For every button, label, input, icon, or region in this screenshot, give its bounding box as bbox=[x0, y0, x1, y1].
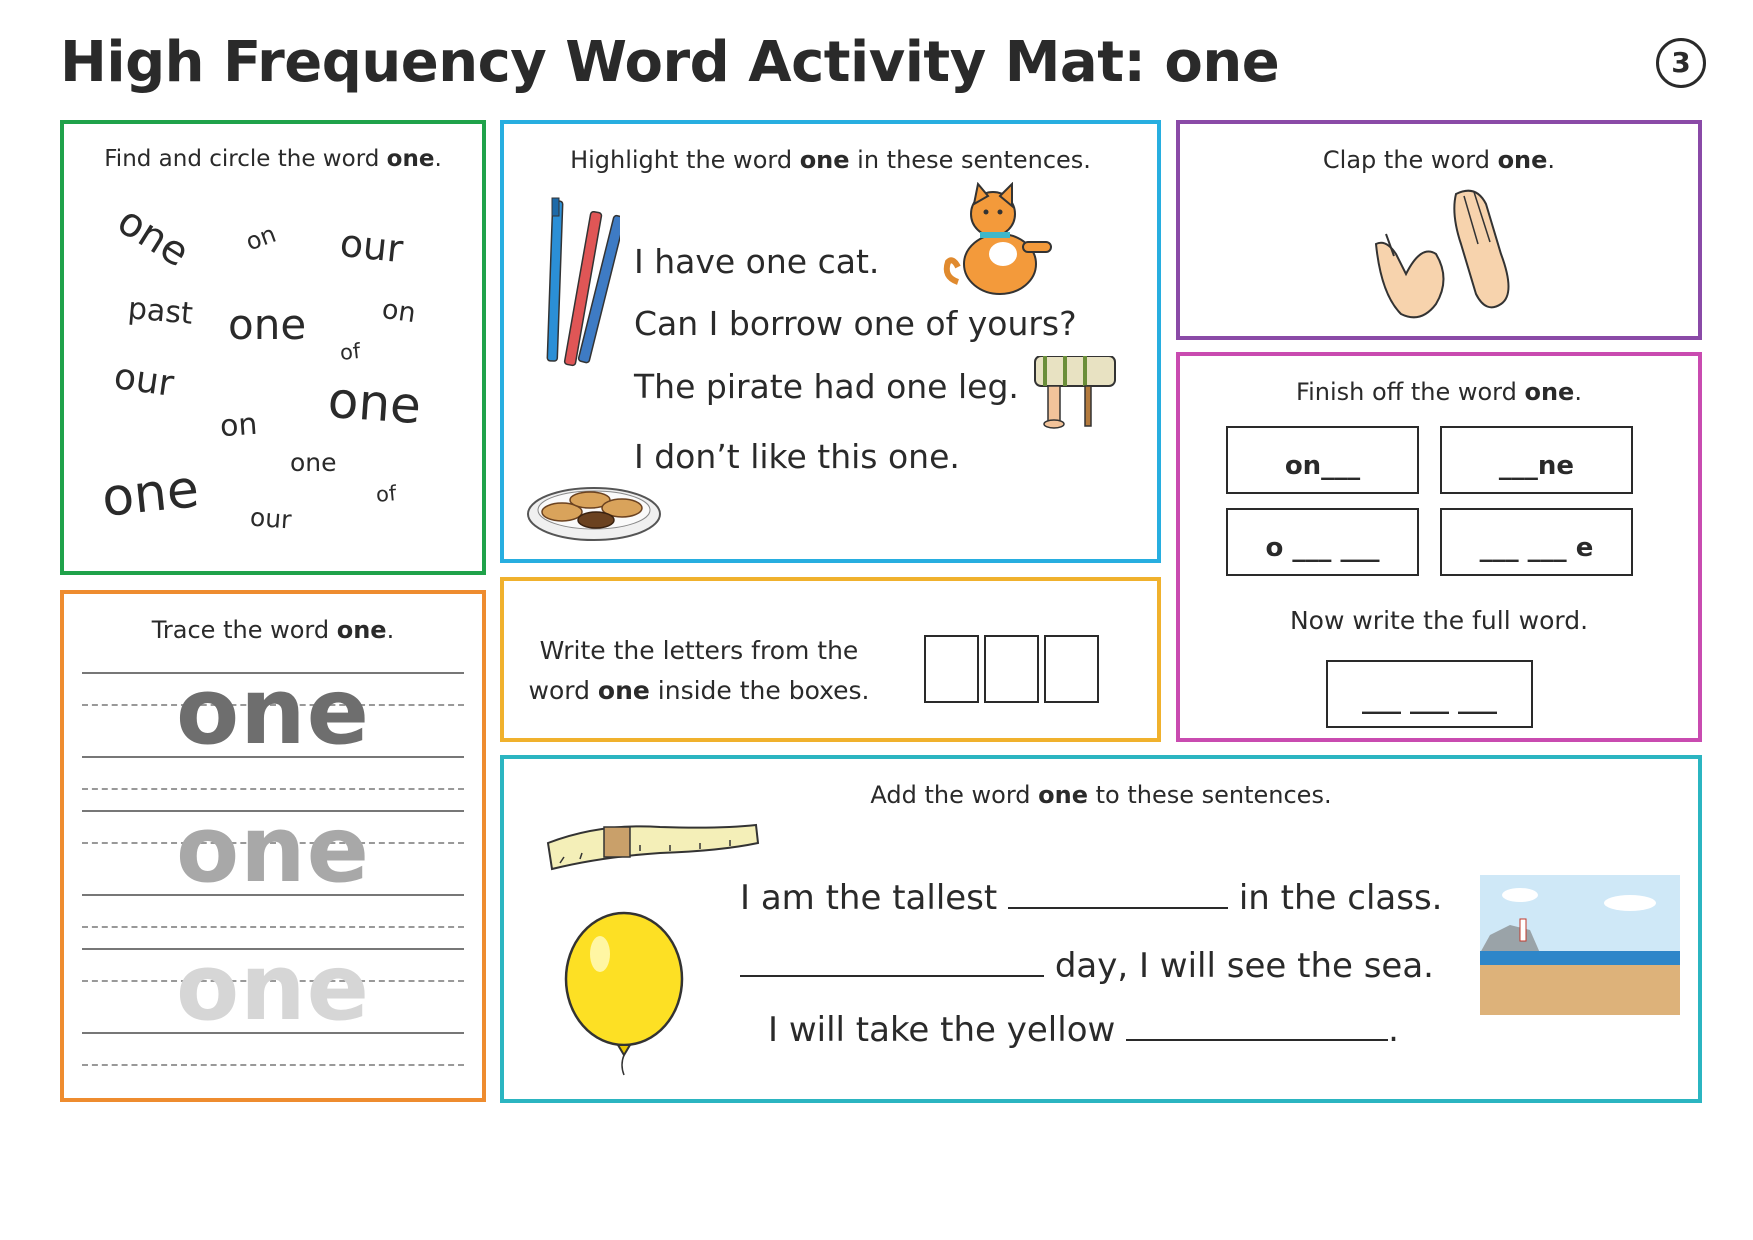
word-one[interactable]: one bbox=[228, 300, 307, 349]
word-on[interactable]: on bbox=[242, 219, 280, 257]
blank-3[interactable] bbox=[1126, 1009, 1388, 1041]
word-of[interactable]: of bbox=[338, 339, 362, 365]
sentence-3[interactable]: The pirate had one leg. bbox=[634, 367, 1019, 406]
word-one[interactable]: one bbox=[109, 197, 197, 277]
full-word-box[interactable]: ___ ___ ___ bbox=[1326, 660, 1533, 728]
letter-box-2[interactable] bbox=[984, 635, 1039, 703]
find-and-circle-panel bbox=[60, 120, 486, 575]
trace-line bbox=[82, 1064, 464, 1066]
letter-box-3[interactable] bbox=[1044, 635, 1099, 703]
sentence-2[interactable]: Can I borrow one of yours? bbox=[634, 304, 1077, 343]
cookies-plate-icon bbox=[524, 476, 664, 546]
add-word-panel bbox=[500, 755, 1702, 1103]
clapping-hands-icon bbox=[1366, 184, 1526, 334]
word-one[interactable]: one bbox=[326, 370, 423, 436]
finish-box-4[interactable]: ___ ___ e bbox=[1440, 508, 1633, 576]
sentence-4[interactable]: I don’t like this one. bbox=[634, 437, 960, 476]
word-on[interactable]: on bbox=[218, 406, 259, 445]
pirate-legs-icon bbox=[1030, 356, 1140, 436]
highlight-panel bbox=[500, 120, 1161, 563]
finish-box-3[interactable]: o ___ ___ bbox=[1226, 508, 1419, 576]
word-one[interactable]: one bbox=[290, 448, 337, 477]
add-sentence-1: I am the tallest in the class. bbox=[740, 878, 1443, 918]
balloon-icon bbox=[560, 909, 688, 1079]
add-sentence-3: I will take the yellow . bbox=[768, 1010, 1399, 1050]
write-letters-panel bbox=[500, 577, 1161, 742]
blank-2[interactable] bbox=[740, 945, 1044, 977]
tape-measure-icon bbox=[540, 813, 764, 883]
finish-word-panel bbox=[1176, 352, 1702, 742]
highlight-instruction: Highlight the word one in these sentences. bbox=[570, 146, 1091, 174]
finish-box-1[interactable]: on___ bbox=[1226, 426, 1419, 494]
beach-lighthouse-icon bbox=[1480, 875, 1680, 1015]
clap-instruction: Clap the word one. bbox=[1322, 146, 1556, 174]
trace-instruction: Trace the word one. bbox=[151, 616, 395, 644]
trace-word-1[interactable]: one bbox=[175, 658, 371, 765]
trace-line bbox=[82, 788, 464, 790]
finish-box-2[interactable]: ___ne bbox=[1440, 426, 1633, 494]
add-sentence-2: day, I will see the sea. bbox=[740, 945, 1434, 986]
word-our[interactable]: our bbox=[337, 220, 406, 272]
now-write-label: Now write the full word. bbox=[1289, 606, 1589, 635]
word-past[interactable]: past bbox=[126, 291, 195, 332]
clap-panel bbox=[1176, 120, 1702, 340]
word-of[interactable]: of bbox=[374, 481, 398, 507]
pens-icon bbox=[540, 196, 620, 376]
cat-icon bbox=[938, 182, 1066, 302]
find-instruction: Find and circle the word one. bbox=[104, 146, 442, 172]
sentence-1[interactable]: I have one cat. bbox=[634, 242, 880, 281]
word-our[interactable]: our bbox=[111, 356, 177, 405]
trace-line bbox=[82, 926, 464, 928]
word-our[interactable]: our bbox=[249, 502, 293, 535]
trace-panel bbox=[60, 590, 486, 1102]
blank-1[interactable] bbox=[1008, 877, 1228, 909]
page-number-badge: 3 bbox=[1656, 38, 1706, 88]
write-instruction: Write the letters from the word one inside the boxes. bbox=[528, 636, 870, 705]
add-instruction: Add the word one to these sentences. bbox=[870, 781, 1332, 809]
trace-word-2[interactable]: one bbox=[175, 796, 371, 903]
word-on[interactable]: on bbox=[380, 293, 418, 330]
letter-box-1[interactable] bbox=[924, 635, 979, 703]
trace-word-3[interactable]: one bbox=[175, 934, 371, 1041]
finish-instruction: Finish off the word one. bbox=[1296, 378, 1582, 406]
page-title: High Frequency Word Activity Mat: one bbox=[60, 30, 1280, 95]
word-one[interactable]: one bbox=[99, 459, 202, 529]
